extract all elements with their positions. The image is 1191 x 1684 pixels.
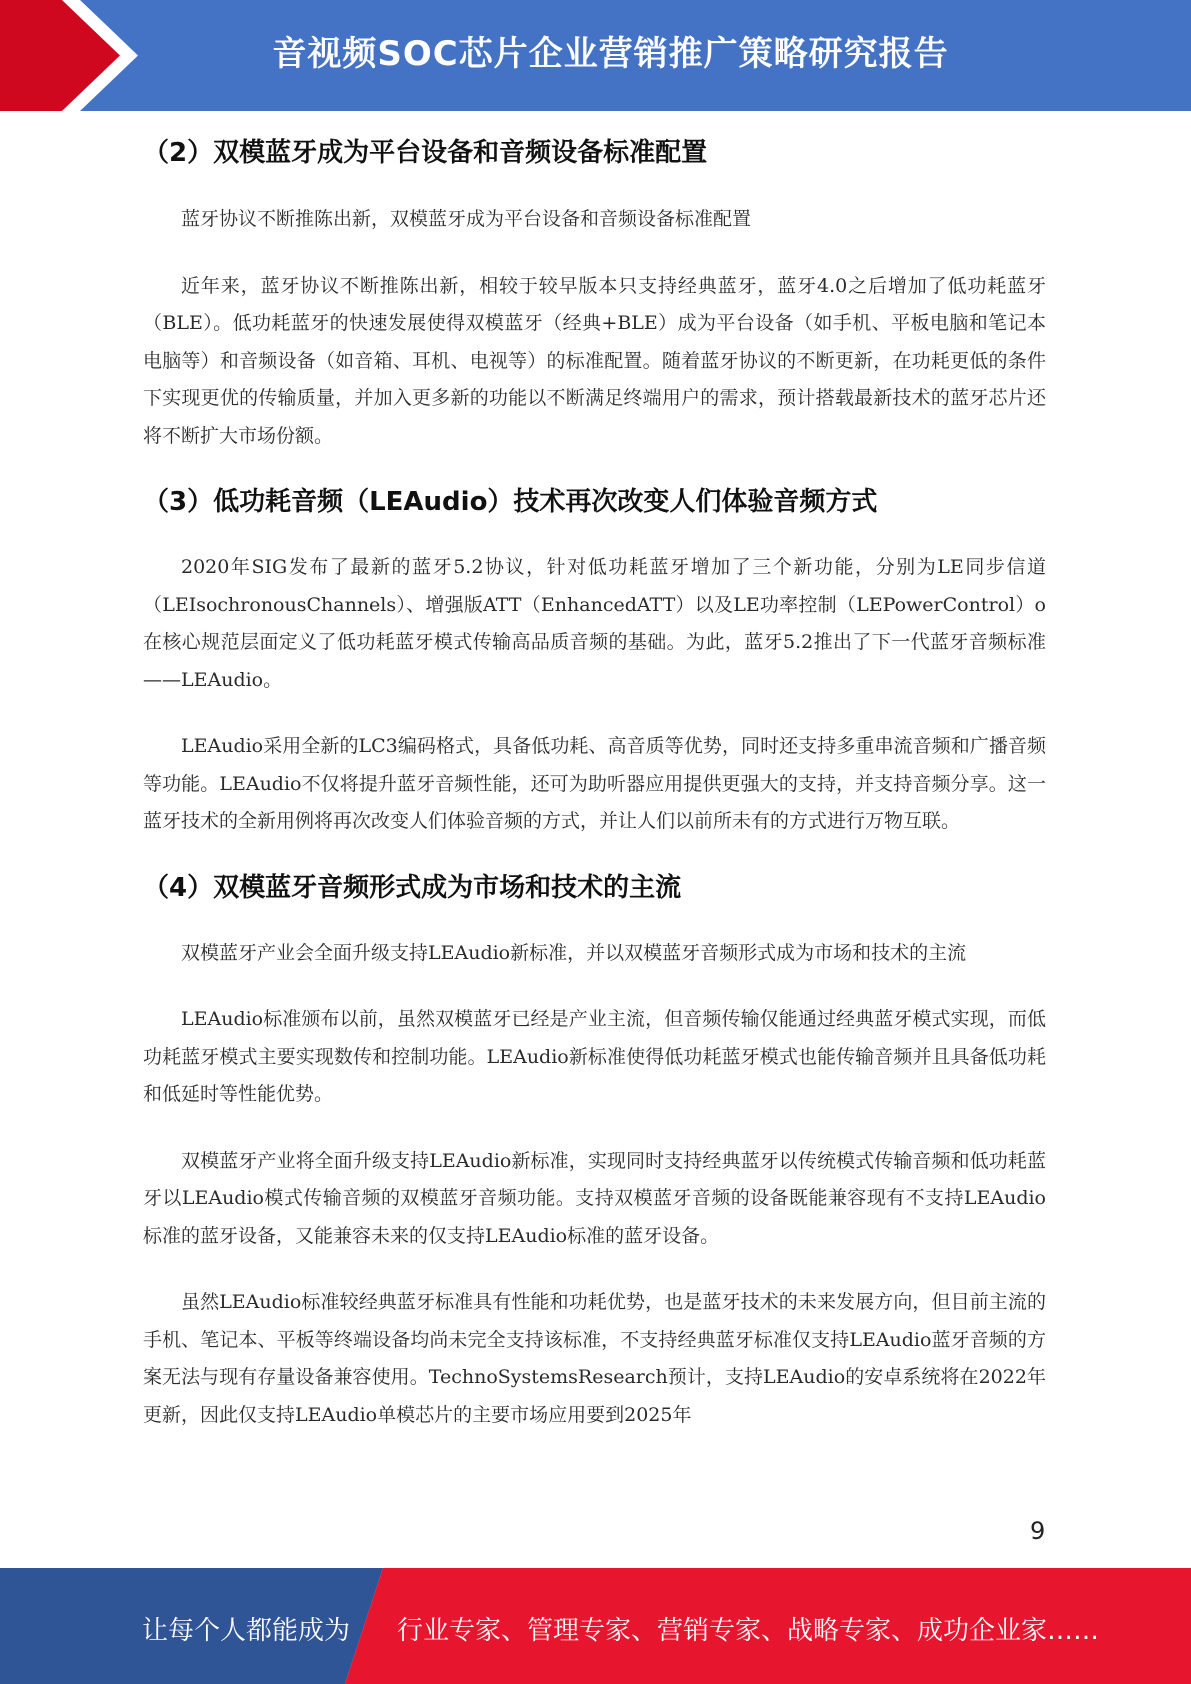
paragraph: 蓝牙协议不断推陈出新，双模蓝牙成为平台设备和音频设备标准配置 (181, 208, 752, 230)
section-heading-4: （4）双模蓝牙音频形式成为市场和技术的主流 (143, 872, 682, 903)
paragraph: 双模蓝牙产业会全面升级支持LEAudio新标准，并以双模蓝牙音频形式成为市场和技术的主流 (181, 941, 967, 964)
footer-slogan-left: 让每个人都能成为 (142, 1616, 351, 1646)
report-title: 音视频SOC芯片企业营销推广策略研究报告 (272, 34, 949, 74)
section-heading-2: （2）双模蓝牙成为平台设备和音频设备标准配置 (143, 138, 708, 168)
page-header (0, 0, 1191, 111)
page-number: 9 (1030, 1517, 1046, 1545)
paragraph: 双模蓝牙产业将全面升级支持LEAudio新标准，实现同时支持经典蓝牙以传统模式传输音频和低功耗蓝牙以LEAudio模式传输音频的双模蓝牙音频功能。支持双模蓝牙音频的设备既能兼容现有不支持LEAudio标准的蓝牙设备，又能兼容未来的仅支持LEAudio标准的蓝牙设备。 (143, 1149, 1046, 1247)
paragraph: LEAudio采用全新的LC3编码格式，具备低功耗、高音质等优势，同时还支持多重串流音频和广播音频等功能。LEAudio不仅将提升蓝牙音频性能，还可为助听器应用提供更强大的支持，并支持音频分享。这一蓝牙技术的全新用例将再次改变人们体验音频的方式，并让人们以前所未有的方式进行万物互联。 (143, 735, 1046, 832)
document-body (143, 120, 1046, 1434)
header-red-arrow-decoration (0, 0, 150, 111)
paragraph: LEAudio标准颁布以前，虽然双模蓝牙已经是产业主流，但音频传输仅能通过经典蓝牙模式实现，而低功耗蓝牙模式主要实现数传和控制功能。LEAudio新标准使得低功耗蓝牙模式也能传输音频并且具备低功耗和低延时等性能优势。 (143, 1008, 1046, 1105)
section-heading-3: （3）低功耗音频（LEAudio）技术再次改变人们体验音频方式 (143, 487, 878, 517)
paragraph: 2020年SIG发布了最新的蓝牙5.2协议，针对低功耗蓝牙增加了三个新功能，分别为LE同步信道（LEIsochronousChannels）、增强版ATT（EnhancedATT）以及LE功率控制（LEPowerControl）o在核心规范层面定义了低功耗蓝牙模式传输高品质音频的基础。为此，蓝牙5.2推出了下一代蓝牙音频标准——LEAudio。 (143, 556, 1046, 691)
paragraph: 近年来，蓝牙协议不断推陈出新，相较于较早版本只支持经典蓝牙，蓝牙4.0之后增加了低功耗蓝牙（BLE）。低功耗蓝牙的快速发展使得双模蓝牙（经典+BLE）成为平台设备（如手机、平板电脑和笔记本电脑等）和音频设备（如音箱、耳机、电视等）的标准配置。随着蓝牙协议的不断更新，在功耗更低的条件下实现更优的传输质量，并加入更多新的功能以不断满足终端用户的需求，预计搭载最新技术的蓝牙芯片还将不断扩大市场份额。 (143, 274, 1046, 447)
footer-slogan-right: 行业专家、管理专家、营销专家、战略专家、成功企业家…… (397, 1616, 1100, 1646)
page-footer (0, 1568, 1191, 1684)
paragraph: 虽然LEAudio标准较经典蓝牙标准具有性能和功耗优势，也是蓝牙技术的未来发展方向，但目前主流的手机、笔记本、平板等终端设备均尚未完全支持该标准，不支持经典蓝牙标准仅支持LEAudio蓝牙音频的方案无法与现有存量设备兼容使用。TechnoSystemsResearch预计，支持LEAudio的安卓系统将在2022年更新，因此仅支持LEAudio单模芯片的主要市场应用要到2025年 (143, 1291, 1046, 1426)
